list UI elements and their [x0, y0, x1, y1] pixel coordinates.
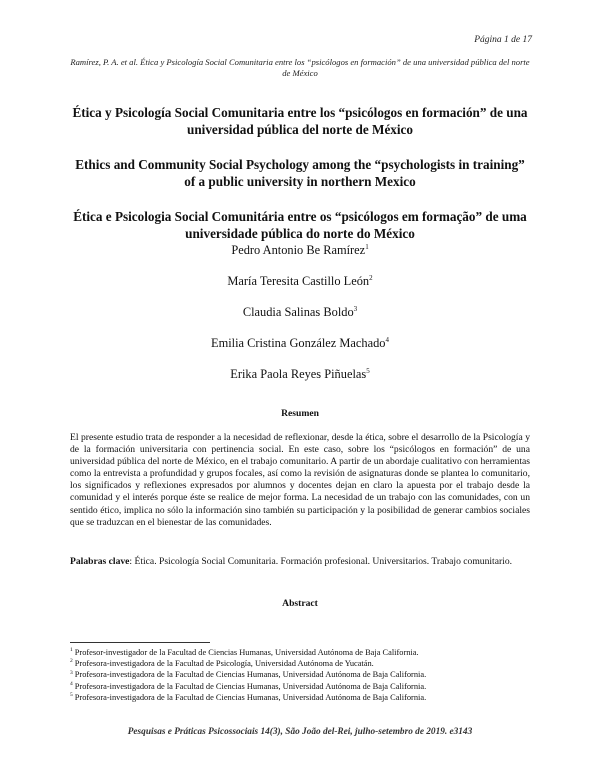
running-head: Ramírez, P. A. et al. Ética y Psicología Social Comunitaria entre los “psicólogos en formación” de una universidad pública del norte de México — [70, 57, 530, 78]
footnote: $^4$ Profesora-investigadora de la Facultad de Ciencias Humanas, Universidad Autónoma de Baja California. — [70, 680, 427, 691]
author: Pedro Antonio Be Ramírez$^1$ — [231, 242, 369, 257]
journal-footer: Pesquisas e Práticas Psicossociais 14(3), São João del-Rei, julho-setembro de 2019. e3143 — [127, 727, 473, 737]
author-list — [70, 243, 530, 398]
footnote: $^3$ Profesora-investigadora de la Facultad de Ciencias Humanas, Universidad Autónoma de Baja California. — [70, 669, 427, 680]
footnotes — [70, 647, 530, 703]
resumen-heading: Resumen — [281, 408, 319, 419]
keywords — [70, 556, 530, 568]
title-spanish: Ética y Psicología Social Comunitaria entre los “psicólogos en formación” de una universidad pública del norte de México — [72, 105, 528, 137]
footnote: $^1$ Profesor-investigador de la Facultad de Ciencias Humanas, Universidad Autónoma de Baja California. — [70, 647, 419, 657]
footnote-divider — [70, 642, 210, 643]
title-block — [70, 104, 530, 260]
author: Emilia Cristina González Machado$^4$ — [211, 335, 389, 350]
author: María Teresita Castillo León$^2$ — [227, 273, 373, 288]
title-english: Ethics and Community Social Psychology among the “psychologists in training” of a public university in northern Mexico — [75, 157, 525, 189]
keywords-label: Palabras clave — [70, 556, 130, 567]
page-number: Página 1 de 17 — [474, 35, 532, 45]
footnote: $^2$ Profesora-investigadora de la Facultad de Psicología, Universidad Autónoma de Yucatán. — [70, 658, 374, 669]
footnote: $^5$ Profesora-investigadora de la Facultad de Ciencias Humanas, Universidad Autónoma de Baja California. — [70, 692, 427, 702]
resumen-text: El presente estudio trata de responder a la necesidad de reflexionar, desde la ética, sobre el desarrollo de la Psicología y de la formación universitaria con pertinencia social. En este caso, sobre los “psicólogos en formación” de una universidad pública del norte de México, en el trabajo comunitario. A partir de un abordaje cualitativo con herramientas como la entrevista a profundidad y grupos focales, así como la revisión de asignaturas donde se plantea lo comunitario, los significados y reflexiones expresados por alumnos y docentes dejan en claro la apuesta por el trabajo desde la comunidad y el interés porque éste se realice de mejor forma. La necesidad de un trabajo con las comunidades, con un sentido ético, implica no sólo la información sino también su participación y la posibilidad de generar cambios sociales que se traduzcan en el bienestar de las comunidades. — [70, 432, 530, 528]
keywords-text: : Ética. Psicología Social Comunitaria. Formación profesional. Universitarios. Trabajo comunitario. — [129, 556, 513, 567]
author: Erika Paola Reyes Piñuelas$^5$ — [230, 366, 370, 381]
author: Claudia Salinas Boldo$^3$ — [242, 304, 358, 319]
abstract-heading: Abstract — [282, 598, 318, 609]
title-portuguese: Ética e Psicologia Social Comunitária entre os “psicólogos em formação” de uma universidade pública do norte do México — [73, 209, 527, 241]
